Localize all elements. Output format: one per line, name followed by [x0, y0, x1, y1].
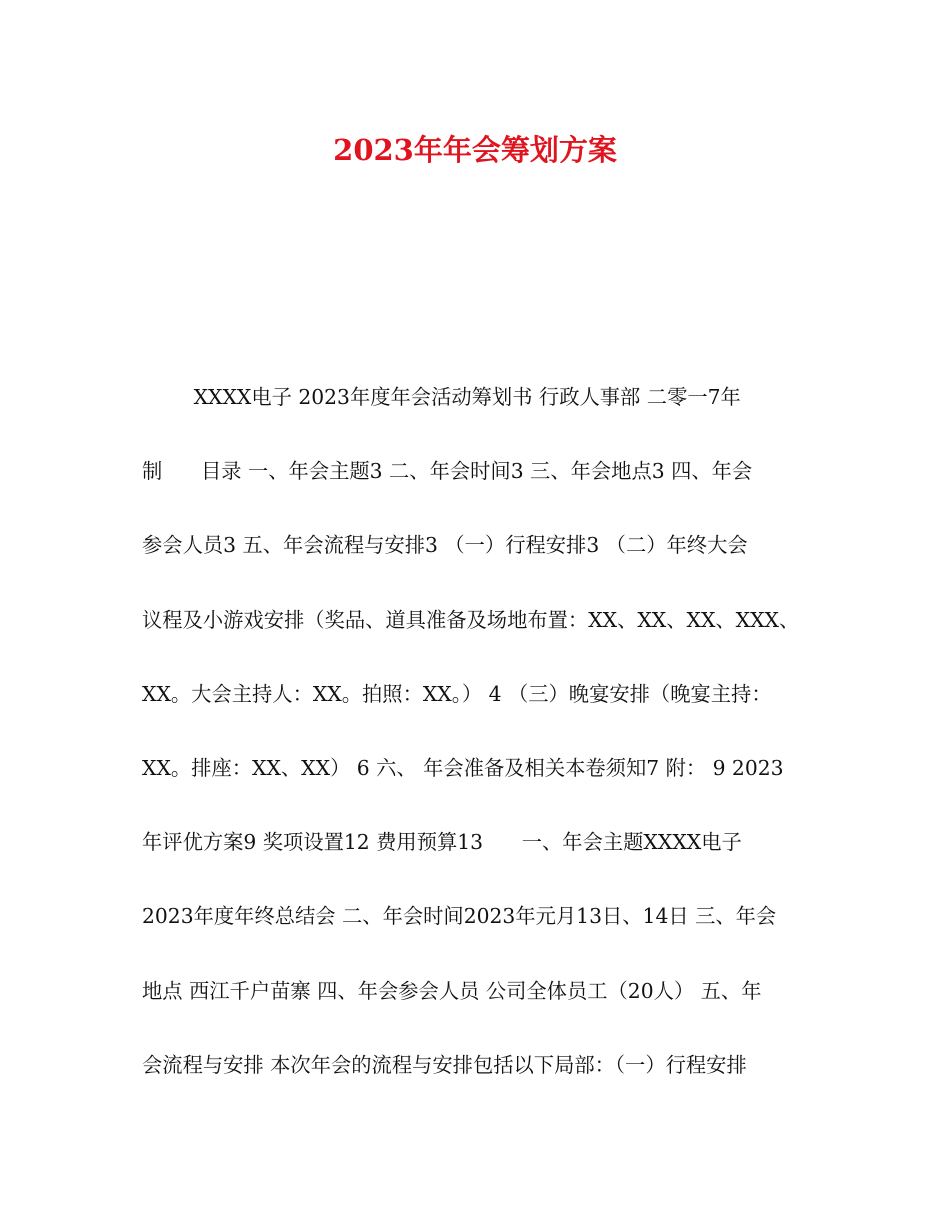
body-line: XX。排座：XX、XX） 6 六、 年会准备及相关本卷须知7 附： 9 2023 [142, 755, 784, 780]
body-line: 制 目录 一、年会主题3 二、年会时间3 三、年会地点3 四、年会 [142, 459, 753, 484]
body-line: 年评优方案9 奖项设置12 费用预算13 一、年会主题XXXX电子 [142, 830, 742, 855]
document-title: 2023年年会筹划方案 [333, 133, 617, 167]
body-line: 参会人员3 五、年会流程与安排3 （一）行程安排3 （二）年终大会 [142, 533, 748, 558]
body-line: 2023年度年终总结会 二、年会时间2023年元月13日、14日 三、年会 [142, 904, 777, 929]
body-line: 会流程与安排 本次年会的流程与安排包括以下局部：（一）行程安排 [142, 1052, 747, 1077]
body-line: 议程及小游戏安排（奖品、道具准备及场地布置：XX、XX、XX、XXX、 [142, 607, 800, 632]
body-line: XXXX电子 2023年度年会活动筹划书 行政人事部 二零一7年 [142, 385, 741, 409]
document-body [142, 360, 814, 1102]
body-line: XX。大会主持人：XX。拍照：XX。） 4 （三）晚宴安排（晚宴主持： [142, 681, 772, 706]
body-line: 地点 西江千户苗寨 四、年会参会人员 公司全体员工（20人） 五、年 [142, 978, 762, 1003]
